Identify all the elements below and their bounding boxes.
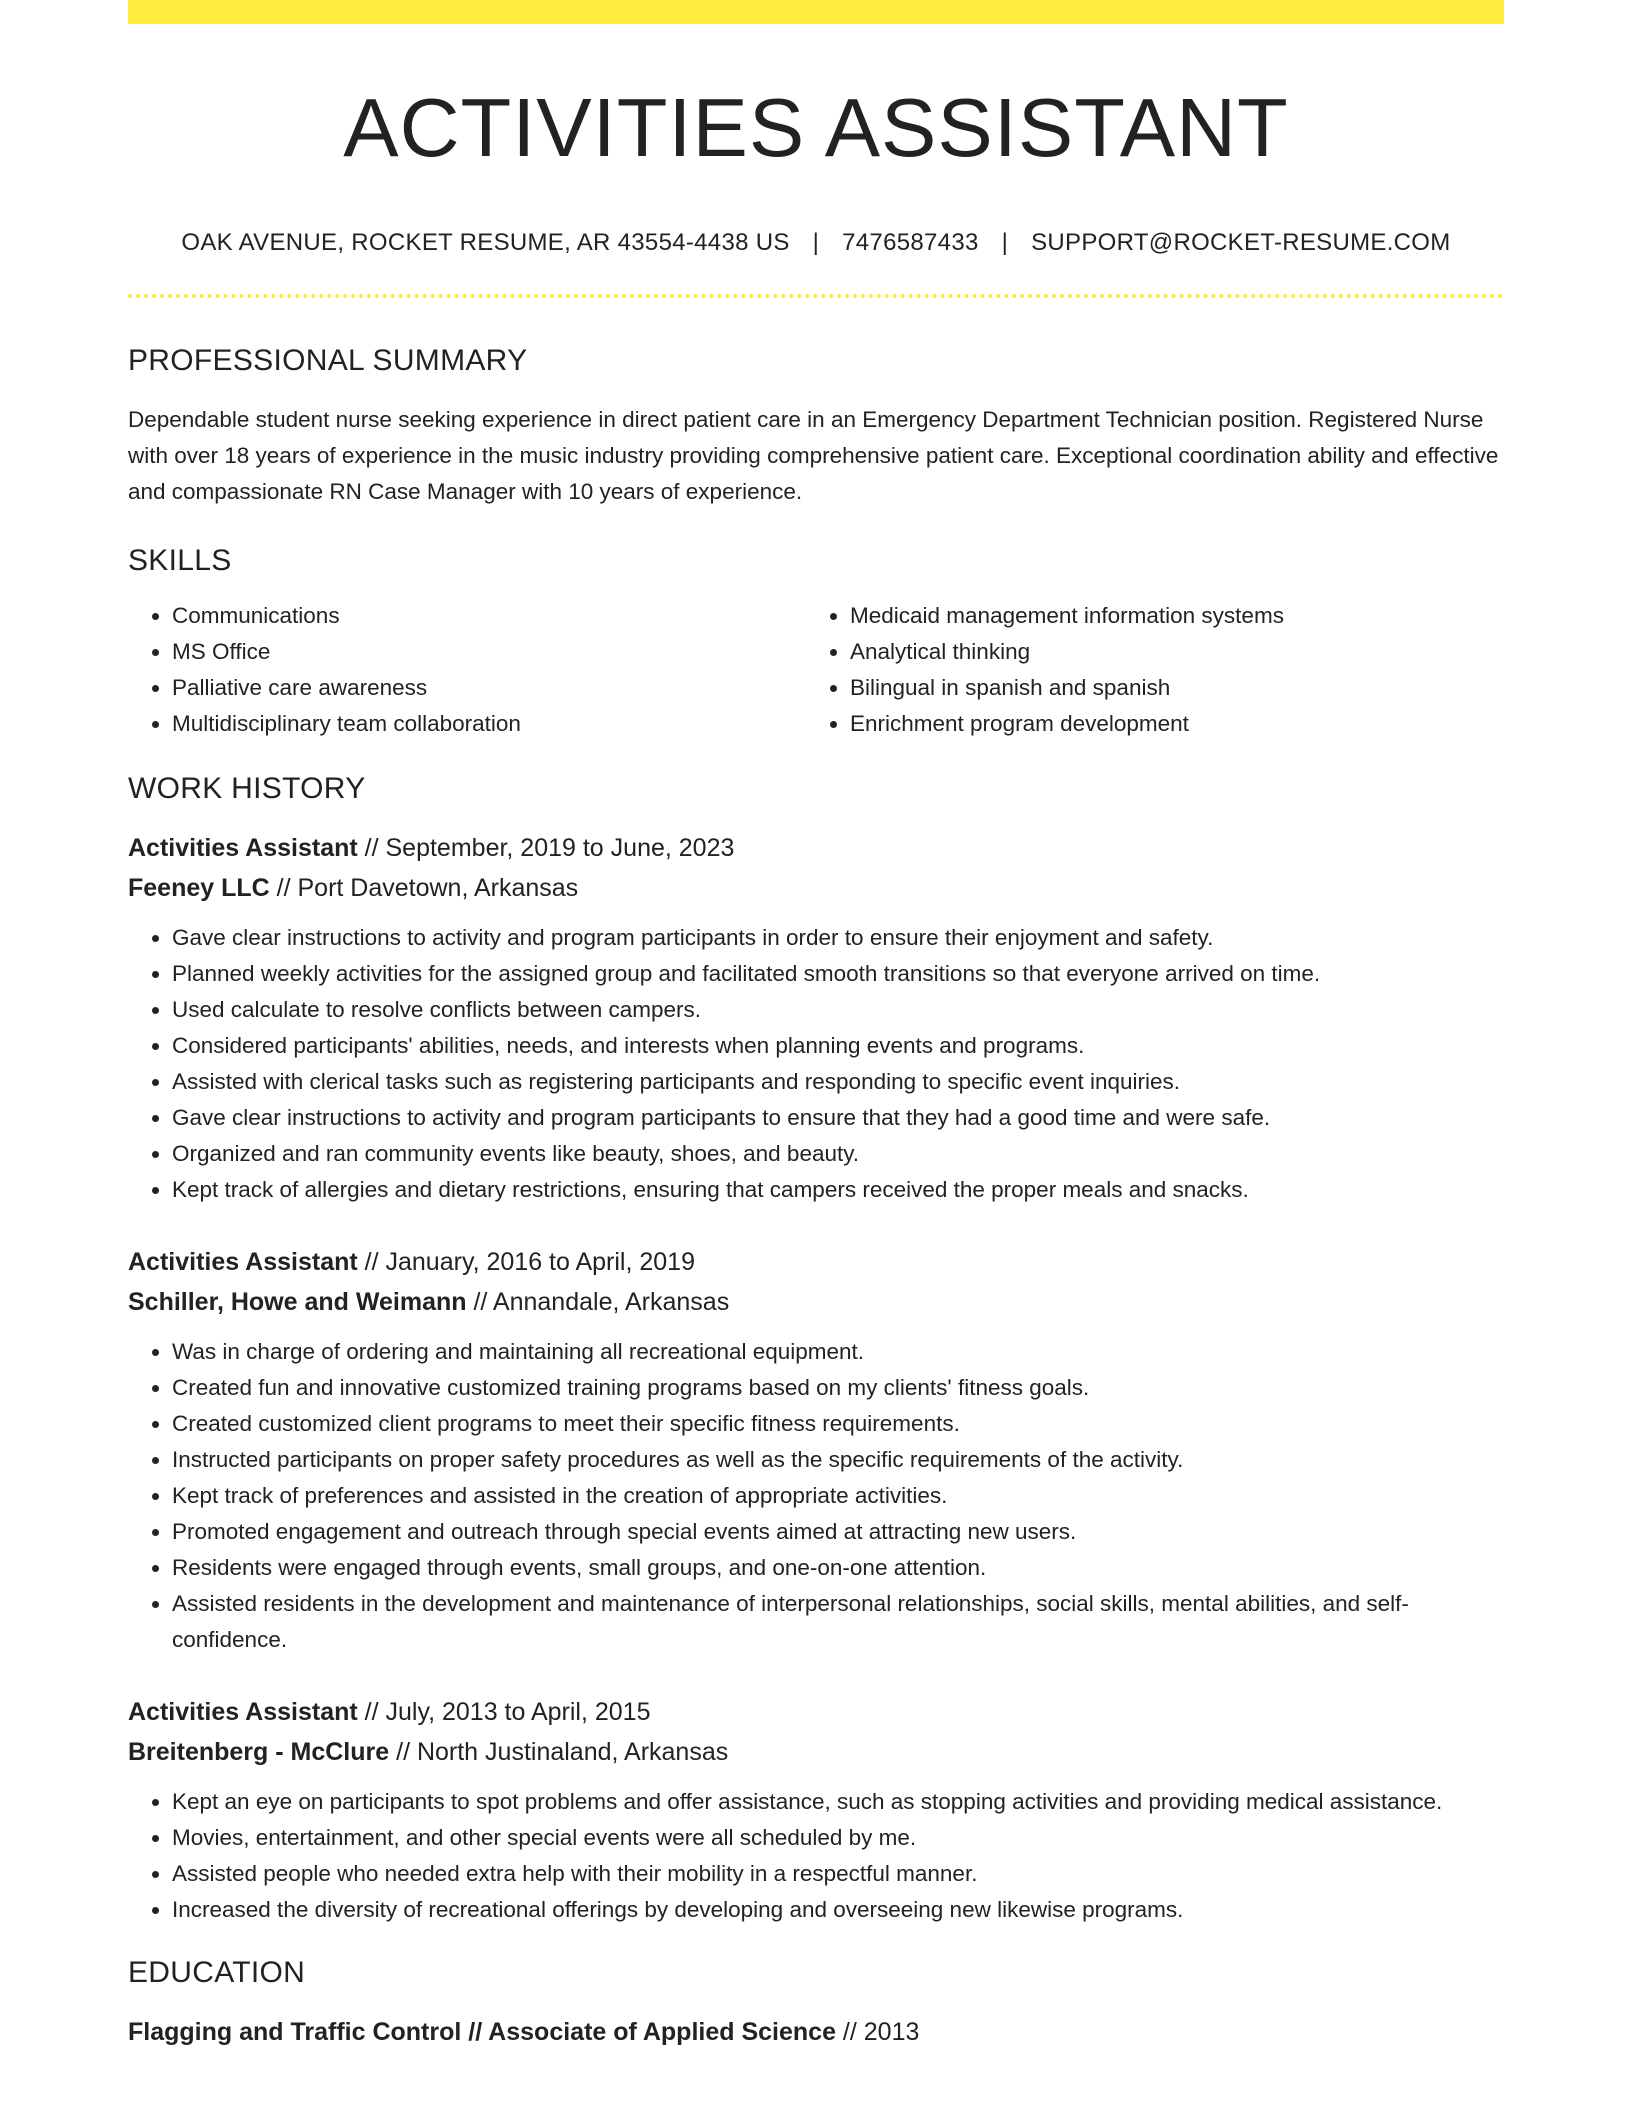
job-company-line [128, 868, 1504, 908]
skill-item: • Medicaid management information systems [850, 598, 1484, 634]
job-bullet: • Considered participants' abilities, needs, and interests when planning events and programs. [172, 1028, 1504, 1064]
job-company-line [128, 1282, 1504, 1322]
skill-item: • Multidisciplinary team collaboration [172, 706, 806, 742]
job-dates: // September, 2019 to June, 2023 [357, 834, 735, 862]
skill-item: • MS Office [172, 634, 806, 670]
job-entry [128, 828, 1504, 1208]
job-company-line [128, 1732, 1504, 1772]
skills-list [128, 598, 1504, 742]
education-entry [128, 2012, 1504, 2052]
contact-separator: | [1001, 229, 1009, 256]
job-bullet: • Assisted residents in the development and maintenance of interpersonal relationships, social skills, mental abilities, and self-confidence. [172, 1586, 1504, 1658]
job-bullet: • Created fun and innovative customized training programs based on my clients' fitness goals. [172, 1370, 1504, 1406]
job-company: Feeney LLC [128, 874, 270, 902]
job-title-line [128, 1242, 1504, 1282]
skill-item: • Bilingual in spanish and spanish [850, 670, 1484, 706]
contact-address: OAK AVENUE, ROCKET RESUME, AR 43554-4438 US [181, 229, 790, 256]
skill-item: • Palliative care awareness [172, 670, 806, 706]
job-entry [128, 1692, 1504, 1928]
job-bullet: • Gave clear instructions to activity and program participants in order to ensure their enjoyment and safety. [172, 920, 1504, 956]
job-bullet: • Instructed participants on proper safety procedures as well as the specific requirements of the activity. [172, 1442, 1504, 1478]
job-dates: // January, 2016 to April, 2019 [357, 1248, 695, 1276]
education-heading: EDUCATION [128, 1956, 306, 1989]
job-bullet: • Kept track of allergies and dietary restrictions, ensuring that campers received the proper meals and snacks. [172, 1172, 1504, 1208]
job-role: Activities Assistant [128, 834, 358, 862]
dotted-divider [128, 294, 1504, 298]
job-location: // Annandale, Arkansas [466, 1288, 730, 1316]
skills-column-right [806, 598, 1484, 742]
skill-item: • Enrichment program development [850, 706, 1484, 742]
job-bullet: • Created customized client programs to meet their specific fitness requirements. [172, 1406, 1504, 1442]
skills-heading: SKILLS [128, 544, 232, 577]
contact-email: SUPPORT@ROCKET-RESUME.COM [1031, 229, 1451, 256]
job-role: Activities Assistant [128, 1698, 358, 1726]
skills-column-left [128, 598, 806, 742]
job-bullet: • Kept track of preferences and assisted in the creation of appropriate activities. [172, 1478, 1504, 1514]
education-program: Flagging and Traffic Control // Associate of Applied Science [128, 2018, 836, 2046]
job-bullet: • Increased the diversity of recreational offerings by developing and overseeing new likewise programs. [172, 1892, 1504, 1928]
job-bullet: • Planned weekly activities for the assigned group and facilitated smooth transitions so that everyone arrived on time. [172, 956, 1504, 992]
job-company: Breitenberg - McClure [128, 1738, 390, 1766]
summary-heading: PROFESSIONAL SUMMARY [128, 344, 528, 377]
job-bullet: • Assisted with clerical tasks such as registering participants and responding to specific event inquiries. [172, 1064, 1504, 1100]
job-bullet: • Residents were engaged through events, small groups, and one-on-one attention. [172, 1550, 1504, 1586]
education-year: // 2013 [835, 2018, 920, 2046]
accent-bar [128, 0, 1504, 24]
job-title-line [128, 828, 1504, 868]
job-bullets [128, 1334, 1504, 1658]
job-location: // Port Davetown, Arkansas [269, 874, 579, 902]
job-bullet: • Promoted engagement and outreach through special events aimed at attracting new users. [172, 1514, 1504, 1550]
job-bullet: • Assisted people who needed extra help with their mobility in a respectful manner. [172, 1856, 1504, 1892]
skill-item: • Communications [172, 598, 806, 634]
contact-line [128, 231, 1504, 255]
job-bullet: • Gave clear instructions to activity and program participants to ensure that they had a good time and were safe. [172, 1100, 1504, 1136]
job-bullets [128, 920, 1504, 1208]
summary-text: Dependable student nurse seeking experience in direct patient care in an Emergency Department Technician position. Registered Nurse with over 18 years of experience in the music industry providing comprehensive patient care. Exceptional coordination ability and effective and compassionate RN Case Manager with 10 years of experience. [128, 407, 1499, 504]
job-title-line [128, 1692, 1504, 1732]
contact-separator: | [812, 229, 820, 256]
job-bullet: • Was in charge of ordering and maintaining all recreational equipment. [172, 1334, 1504, 1370]
job-company: Schiller, Howe and Weimann [128, 1288, 467, 1316]
job-bullet: • Used calculate to resolve conflicts between campers. [172, 992, 1504, 1028]
job-entry [128, 1242, 1504, 1658]
job-bullet: • Movies, entertainment, and other special events were all scheduled by me. [172, 1820, 1504, 1856]
job-dates: // July, 2013 to April, 2015 [357, 1698, 651, 1726]
contact-phone: 7476587433 [842, 229, 979, 256]
job-bullet: • Kept an eye on participants to spot problems and offer assistance, such as stopping activities and providing medical assistance. [172, 1784, 1504, 1820]
work-history-heading: WORK HISTORY [128, 772, 366, 805]
resume-name: ACTIVITIES ASSISTANT [343, 81, 1289, 174]
skill-item: • Analytical thinking [850, 634, 1484, 670]
job-bullet: • Organized and ran community events like beauty, shoes, and beauty. [172, 1136, 1504, 1172]
resume-page [128, 0, 1504, 2052]
job-role: Activities Assistant [128, 1248, 358, 1276]
job-bullets [128, 1784, 1504, 1928]
job-location: // North Justinaland, Arkansas [389, 1738, 729, 1766]
